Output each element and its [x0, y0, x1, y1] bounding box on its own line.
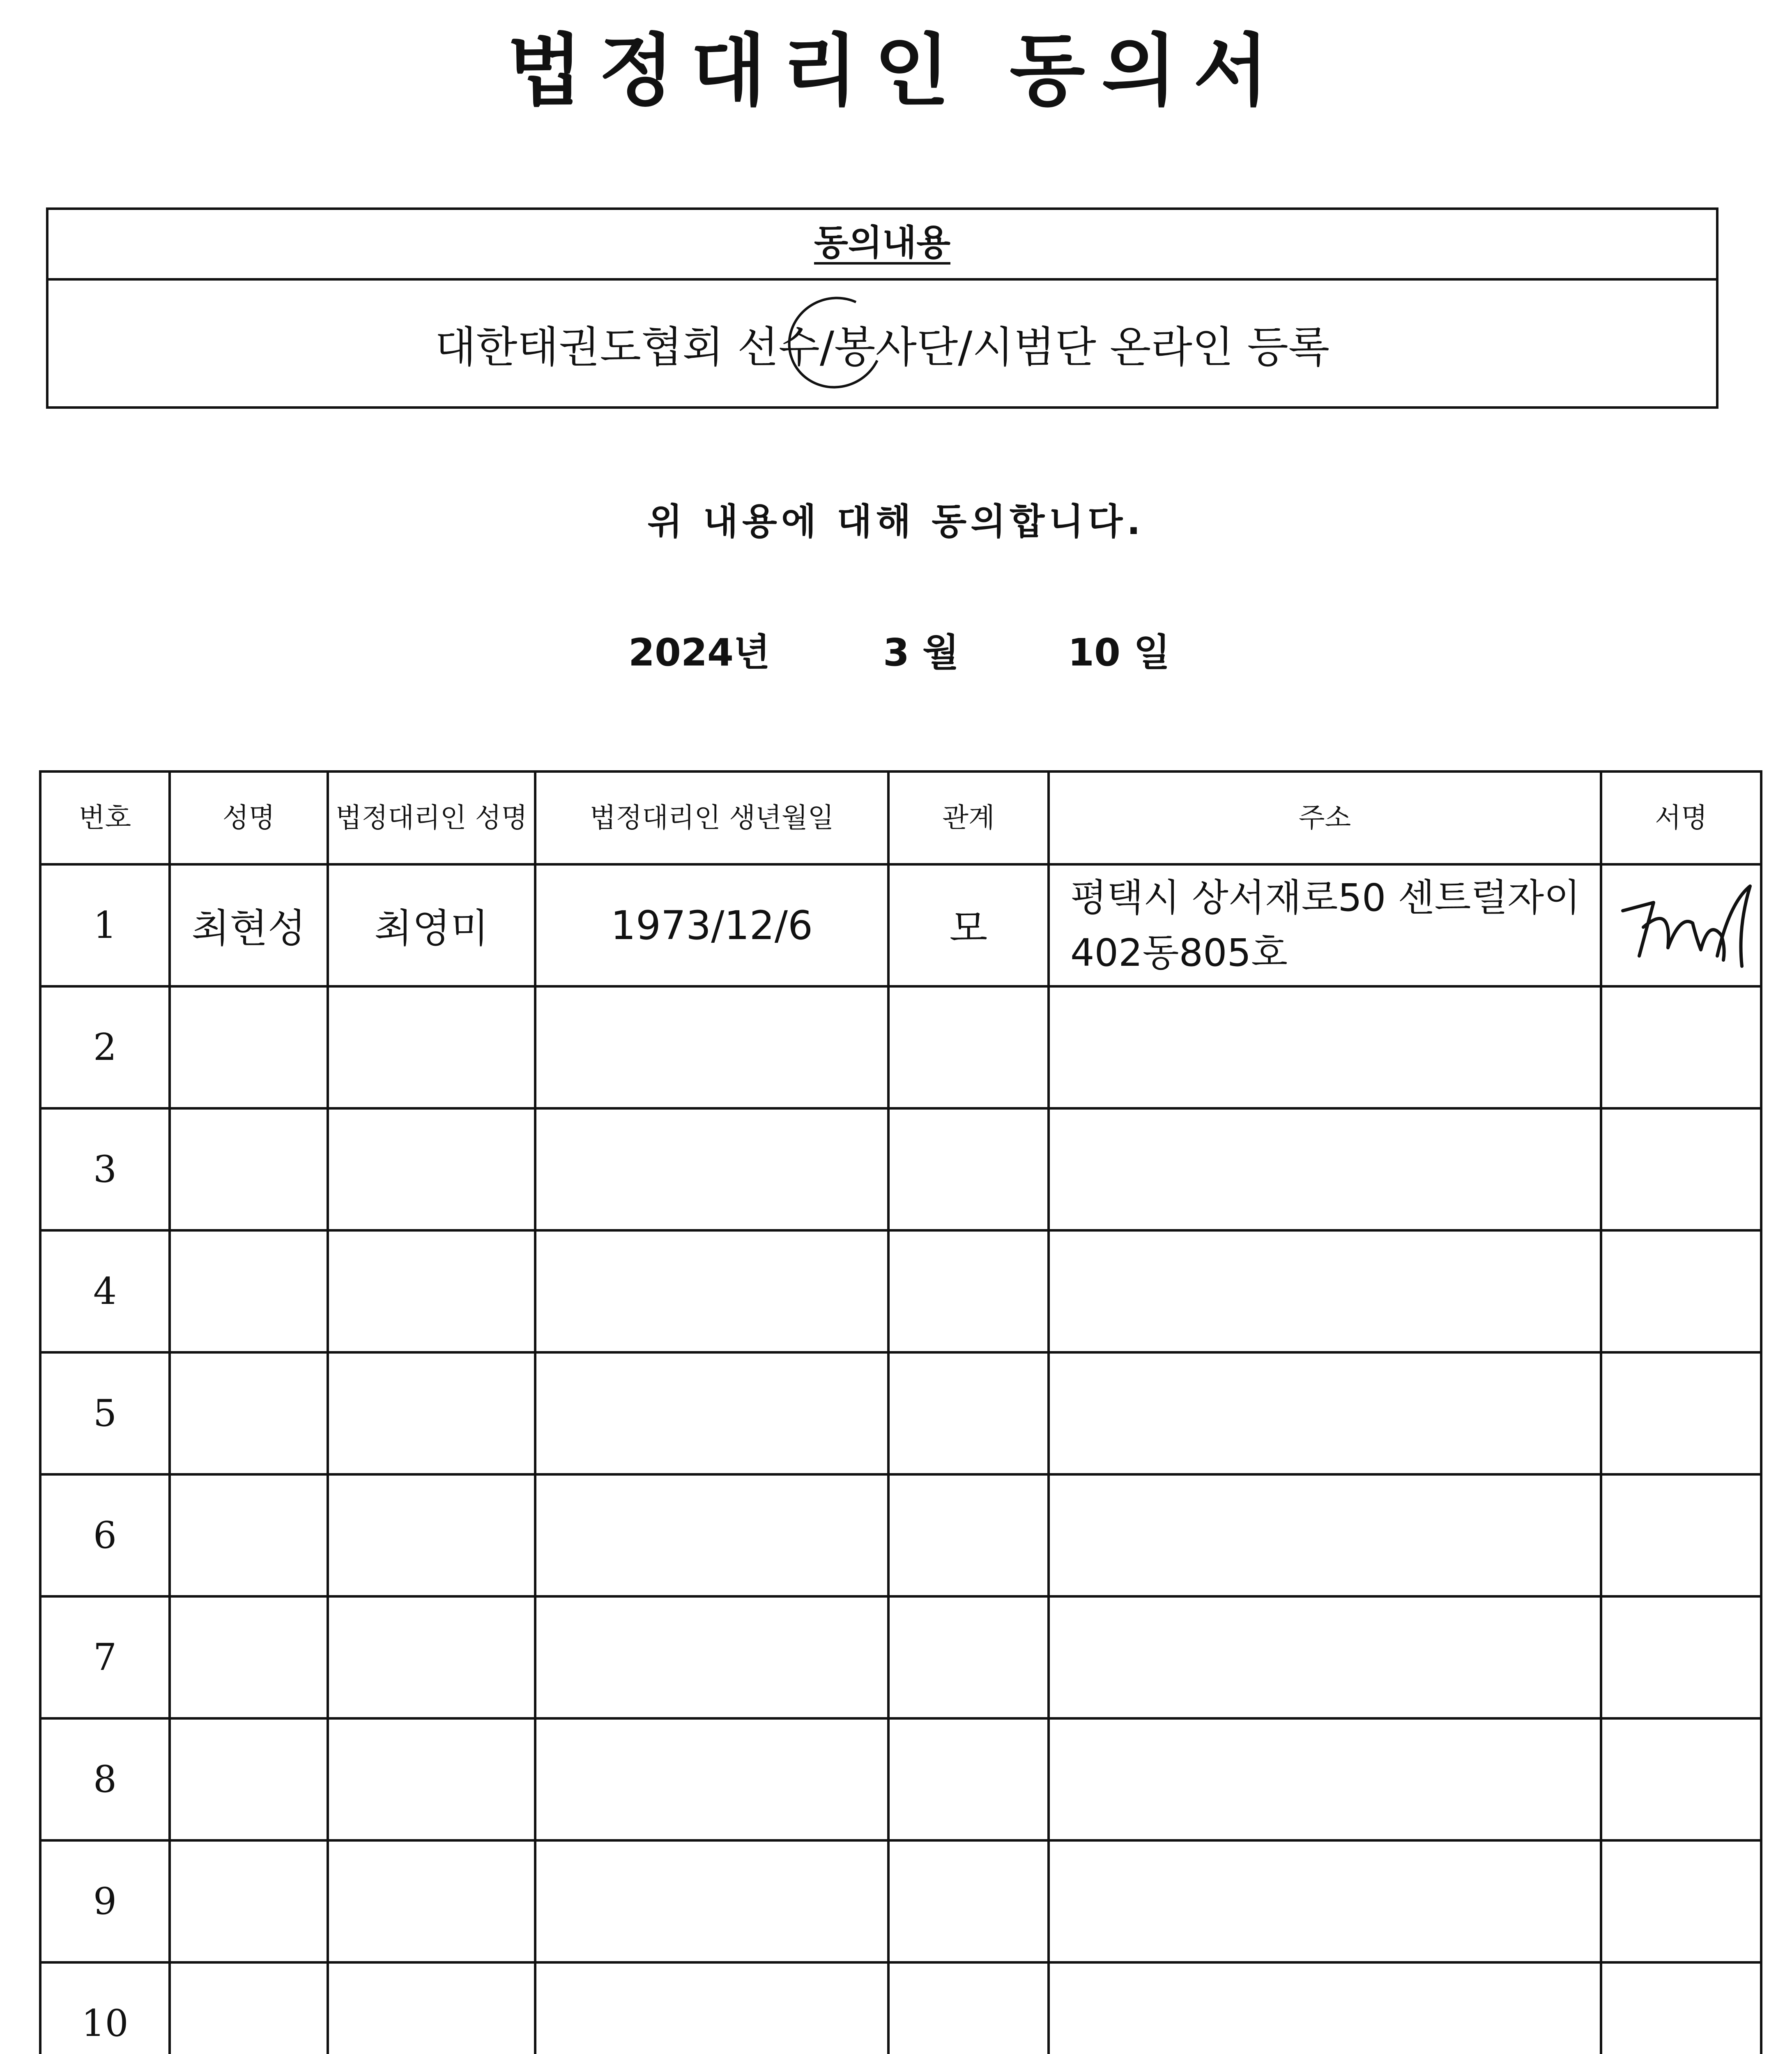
- table-row: [40, 1108, 1761, 1230]
- cell-relation: [888, 1108, 1049, 1230]
- cell-address: [1049, 1230, 1601, 1352]
- cell-guardian-name: [328, 1474, 535, 1596]
- header-relation: 관계: [888, 771, 1049, 864]
- cell-guardian-birth: [535, 1718, 888, 1840]
- cell-relation: [888, 1840, 1049, 1962]
- cell-guardian-name: [328, 1230, 535, 1352]
- table-header-row: [40, 771, 1761, 864]
- handwritten-signature: [1615, 878, 1762, 972]
- cell-name: [170, 1840, 328, 1962]
- cell-guardian-name: [328, 986, 535, 1108]
- guardian-table: [39, 770, 1762, 2054]
- cell-relation: [888, 1596, 1049, 1718]
- cell-no: 3: [40, 1108, 170, 1230]
- cell-no: 6: [40, 1474, 170, 1596]
- table-row: [40, 864, 1761, 986]
- cell-name: [170, 1108, 328, 1230]
- cell-name: [170, 1718, 328, 1840]
- cell-guardian-name: 최영미: [328, 864, 535, 986]
- cell-relation: [888, 1352, 1049, 1474]
- cell-signature: [1601, 1352, 1761, 1474]
- cell-name: 최현성: [170, 864, 328, 986]
- cell-no: 7: [40, 1596, 170, 1718]
- cell-guardian-name: [328, 1840, 535, 1962]
- cell-guardian-birth: [535, 1474, 888, 1596]
- cell-guardian-name: [328, 1596, 535, 1718]
- cell-no: 1: [40, 864, 170, 986]
- header-name: 성명: [170, 771, 328, 864]
- document-title: 법정대리인 동의서: [507, 25, 1285, 116]
- cell-address: [1049, 1596, 1601, 1718]
- cell-no: 10: [40, 1962, 170, 2054]
- cell-relation: [888, 1230, 1049, 1352]
- date-month: 3 월: [883, 631, 959, 675]
- cell-guardian-birth: [535, 1108, 888, 1230]
- header-guardian-birth: 법정대리인 생년월일: [535, 771, 888, 864]
- cell-address: [1049, 1962, 1601, 2054]
- header-address: 주소: [1049, 771, 1601, 864]
- date-year: 2024년: [628, 631, 770, 675]
- cell-relation: [888, 986, 1049, 1108]
- cell-relation: [888, 1962, 1049, 2054]
- agreement-statement: 위 내용에 대해 동의합니다.: [647, 500, 1145, 543]
- cell-relation: [888, 1718, 1049, 1840]
- cell-guardian-birth: [535, 1352, 888, 1474]
- cell-signature: [1601, 1230, 1761, 1352]
- header-no: 번호: [40, 771, 170, 864]
- cell-relation: [888, 1474, 1049, 1596]
- cell-no: 8: [40, 1718, 170, 1840]
- cell-address: [1049, 1718, 1601, 1840]
- cell-signature: [1601, 1474, 1761, 1596]
- header-signature: 서명: [1601, 771, 1761, 864]
- cell-address: 평택시 상서재로50 센트럴자이 402동805호: [1049, 864, 1601, 986]
- cell-guardian-name: [328, 1962, 535, 2054]
- cell-name: [170, 1962, 328, 2054]
- cell-guardian-birth: [535, 1230, 888, 1352]
- cell-signature: [1601, 1596, 1761, 1718]
- cell-signature: [1601, 1108, 1761, 1230]
- cell-relation: 모: [888, 864, 1049, 986]
- cell-guardian-name: [328, 1352, 535, 1474]
- cell-signature: [1601, 864, 1761, 986]
- consent-text: 대한태권도협회 선수/봉사단/시범단 온라인 등록: [435, 322, 1330, 372]
- cell-address: [1049, 1474, 1601, 1596]
- table-row: [40, 986, 1761, 1108]
- cell-name: [170, 1230, 328, 1352]
- cell-guardian-birth: [535, 986, 888, 1108]
- date-line: [628, 622, 1191, 677]
- cell-signature: [1601, 986, 1761, 1108]
- cell-no: 4: [40, 1230, 170, 1352]
- cell-name: [170, 1474, 328, 1596]
- table-row: [40, 1840, 1761, 1962]
- cell-name: [170, 1352, 328, 1474]
- table-row: [40, 1962, 1761, 2054]
- consent-header-label: 동의내용: [814, 223, 950, 265]
- table-row: [40, 1474, 1761, 1596]
- table-row: [40, 1596, 1761, 1718]
- table-row: [40, 1352, 1761, 1474]
- cell-address: [1049, 986, 1601, 1108]
- table-row: [40, 1718, 1761, 1840]
- consent-header: [48, 210, 1716, 281]
- consent-body: [48, 281, 1716, 406]
- consent-box: [46, 207, 1718, 409]
- cell-signature: [1601, 1840, 1761, 1962]
- handwritten-circle-mark: [775, 283, 896, 402]
- date-day: 10 일: [1068, 631, 1170, 675]
- cell-no: 9: [40, 1840, 170, 1962]
- cell-signature: [1601, 1962, 1761, 2054]
- cell-name: [170, 986, 328, 1108]
- table-row: [40, 1230, 1761, 1352]
- cell-guardian-birth: [535, 1962, 888, 2054]
- cell-guardian-birth: [535, 1840, 888, 1962]
- cell-address: [1049, 1108, 1601, 1230]
- cell-address: [1049, 1352, 1601, 1474]
- cell-no: 2: [40, 986, 170, 1108]
- cell-no: 5: [40, 1352, 170, 1474]
- cell-signature: [1601, 1718, 1761, 1840]
- cell-name: [170, 1596, 328, 1718]
- cell-guardian-birth: 1973/12/6: [535, 864, 888, 986]
- cell-guardian-name: [328, 1108, 535, 1230]
- cell-guardian-birth: [535, 1596, 888, 1718]
- cell-guardian-name: [328, 1718, 535, 1840]
- cell-address: [1049, 1840, 1601, 1962]
- header-guardian-name: 법정대리인 성명: [328, 771, 535, 864]
